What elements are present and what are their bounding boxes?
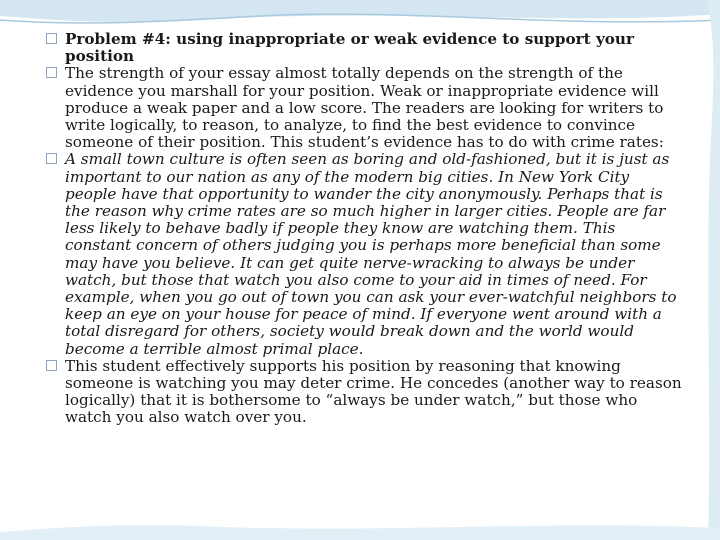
bullet-analysis [44, 358, 684, 427]
right-wave-band [706, 0, 720, 540]
problem-heading-text: Problem #4: using inappropriate or weak evidence to support your position [65, 30, 634, 66]
square-bullet-icon [46, 33, 57, 44]
analysis-text: This student effectively supports his position by reasoning that knowing someone is watching you may deter crime. He concedes (another way to reason logically) that it is bothersome to “always be under watch,” but those who watch you also watch over you. [65, 356, 682, 427]
bottom-wave-band [0, 525, 720, 540]
top-wave-band [0, 0, 720, 22]
slide-content [44, 31, 684, 427]
bullet-student-excerpt [44, 151, 684, 357]
student-excerpt-text: A small town culture is often seen as boring and old-fashioned, but it is just as important to our nation as any of the modern big cities. In New York City people have that opportunity to wander the city anonymously. Perhaps that is the reason why crime rates are so much higher in larger cities. People are far less likely to behave badly if people they know are watching them. This constant concern of others judging you is perhaps more beneficial than some may have you believe. It can get quite nerve-wracking to always be under watch, but those that watch you also come to your aid in times of need. For example, when you go out of town you can ask your ever-watchful neighbors to keep an eye on your house for peace of mind. If everyone went around with a total disregard for others, society would break down and the world would become a terrible almost primal place. [65, 150, 677, 358]
bullet-problem-heading [44, 31, 684, 65]
evidence-explanation-text: The strength of your essay almost totally depends on the strength of the evidence you marshall for your position. Weak or inappropriate evidence will produce a weak paper and a low score. The readers are looking for writers to write logically, to reason, to analyze, to find the best evidence to convince someone of their position. This student’s evidence has to do with crime rates: [65, 64, 664, 152]
square-bullet-icon [46, 67, 57, 78]
square-bullet-icon [46, 360, 57, 371]
bullet-evidence-explanation [44, 65, 684, 151]
square-bullet-icon [46, 153, 57, 164]
